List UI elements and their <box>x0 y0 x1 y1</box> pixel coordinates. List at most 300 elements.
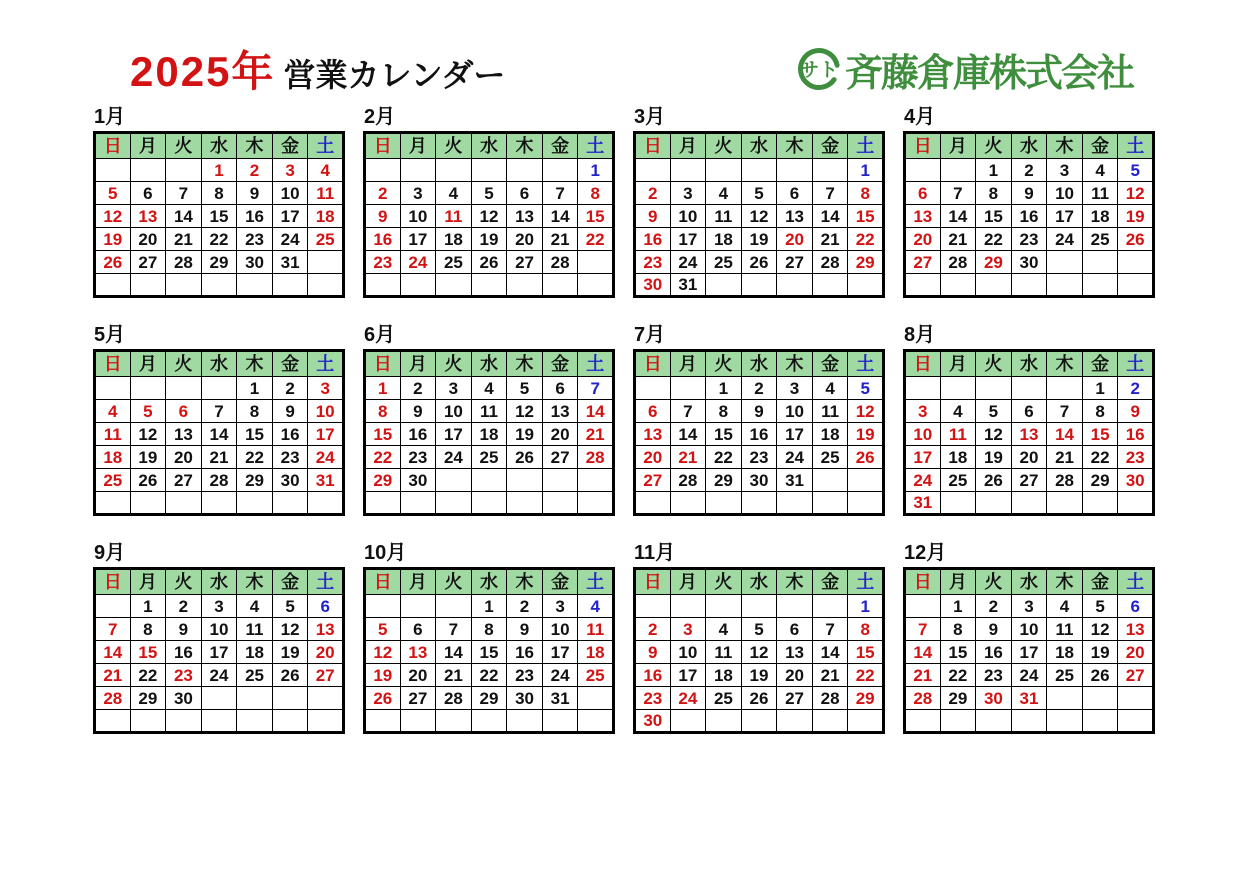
day-cell: 15 <box>578 205 614 228</box>
day-cell: 24 <box>1047 228 1083 251</box>
day-cell: 9 <box>1011 182 1047 205</box>
day-cell <box>976 492 1012 515</box>
day-cell: 26 <box>848 446 884 469</box>
company-logo-icon <box>796 46 842 92</box>
month-label: 7月 <box>634 324 666 346</box>
day-cell: 7 <box>578 377 614 400</box>
day-cell: 3 <box>1011 595 1047 618</box>
weekday-header-cell: 火 <box>706 569 742 595</box>
day-cell <box>940 492 976 515</box>
day-cell: 1 <box>940 595 976 618</box>
day-cell: 3 <box>201 595 237 618</box>
day-cell: 9 <box>976 618 1012 641</box>
day-cell: 1 <box>1082 377 1118 400</box>
day-cell: 15 <box>237 423 273 446</box>
day-cell: 10 <box>1011 618 1047 641</box>
weekday-header-cell: 月 <box>940 569 976 595</box>
day-cell: 29 <box>976 251 1012 274</box>
day-cell <box>1047 710 1083 733</box>
day-cell <box>578 710 614 733</box>
day-cell: 17 <box>905 446 941 469</box>
day-cell: 27 <box>507 251 543 274</box>
day-cell: 18 <box>706 664 742 687</box>
weekday-header-cell: 木 <box>507 569 543 595</box>
day-cell: 3 <box>777 377 813 400</box>
day-cell: 25 <box>237 664 273 687</box>
day-cell: 4 <box>308 159 344 182</box>
week-row <box>95 469 344 492</box>
day-cell <box>1011 710 1047 733</box>
day-cell <box>308 251 344 274</box>
weekday-header-cell: 土 <box>578 351 614 377</box>
day-cell <box>308 492 344 515</box>
day-cell: 26 <box>272 664 308 687</box>
week-row <box>905 205 1154 228</box>
weekday-header-cell: 金 <box>812 133 848 159</box>
day-cell: 26 <box>365 687 401 710</box>
weekday-header-cell: 日 <box>635 569 671 595</box>
day-cell: 2 <box>400 377 436 400</box>
day-cell: 27 <box>905 251 941 274</box>
day-cell <box>812 595 848 618</box>
day-cell: 22 <box>976 228 1012 251</box>
day-cell <box>95 710 131 733</box>
weekday-header-cell: 土 <box>308 351 344 377</box>
week-row <box>365 595 614 618</box>
week-row <box>365 182 614 205</box>
day-cell <box>1047 274 1083 297</box>
day-cell <box>365 159 401 182</box>
day-cell: 11 <box>436 205 472 228</box>
day-cell: 10 <box>777 400 813 423</box>
day-cell: 12 <box>130 423 166 446</box>
week-row <box>905 618 1154 641</box>
month-block <box>903 542 1155 734</box>
month-label: 9月 <box>94 542 126 564</box>
weekday-header-cell: 日 <box>635 351 671 377</box>
day-cell <box>166 710 202 733</box>
day-cell: 2 <box>1118 377 1154 400</box>
day-cell: 12 <box>741 641 777 664</box>
weekday-header-cell: 金 <box>812 351 848 377</box>
day-cell: 28 <box>1047 469 1083 492</box>
month-label: 6月 <box>364 324 396 346</box>
day-cell: 27 <box>635 469 671 492</box>
day-cell: 19 <box>365 664 401 687</box>
day-cell: 22 <box>471 664 507 687</box>
day-cell: 11 <box>706 205 742 228</box>
day-cell: 24 <box>308 446 344 469</box>
day-cell: 2 <box>365 182 401 205</box>
day-cell: 23 <box>272 446 308 469</box>
week-row <box>905 159 1154 182</box>
day-cell <box>848 710 884 733</box>
day-cell: 12 <box>1082 618 1118 641</box>
day-cell <box>166 377 202 400</box>
weekday-header-cell: 日 <box>95 351 131 377</box>
day-cell: 1 <box>848 595 884 618</box>
day-cell: 5 <box>848 377 884 400</box>
weekday-header-cell: 水 <box>1011 133 1047 159</box>
weekday-header-cell: 土 <box>848 133 884 159</box>
day-cell <box>95 159 131 182</box>
day-cell: 16 <box>976 641 1012 664</box>
day-cell: 22 <box>1082 446 1118 469</box>
weekday-header-cell: 金 <box>1082 569 1118 595</box>
day-cell: 19 <box>130 446 166 469</box>
week-row <box>365 641 614 664</box>
day-cell: 30 <box>507 687 543 710</box>
day-cell: 21 <box>670 446 706 469</box>
day-cell <box>436 274 472 297</box>
day-cell: 4 <box>578 595 614 618</box>
day-cell: 26 <box>471 251 507 274</box>
day-cell: 29 <box>130 687 166 710</box>
weekday-header-cell: 火 <box>166 133 202 159</box>
day-cell <box>905 159 941 182</box>
week-row <box>635 687 884 710</box>
company-name: 斉藤倉庫株式会社 <box>844 52 1133 95</box>
day-cell <box>1047 251 1083 274</box>
week-row <box>365 664 614 687</box>
week-row <box>95 492 344 515</box>
day-cell: 25 <box>706 251 742 274</box>
day-cell <box>471 469 507 492</box>
day-cell: 18 <box>436 228 472 251</box>
day-cell: 21 <box>812 228 848 251</box>
day-cell: 30 <box>272 469 308 492</box>
day-cell: 5 <box>95 182 131 205</box>
day-cell: 20 <box>542 423 578 446</box>
week-row <box>365 687 614 710</box>
day-cell: 11 <box>237 618 273 641</box>
day-cell: 1 <box>706 377 742 400</box>
day-cell <box>95 377 131 400</box>
day-cell <box>1047 687 1083 710</box>
month-block <box>363 324 615 516</box>
day-cell: 15 <box>1082 423 1118 446</box>
day-cell: 3 <box>400 182 436 205</box>
day-cell: 10 <box>542 618 578 641</box>
day-cell: 29 <box>706 469 742 492</box>
day-cell: 27 <box>400 687 436 710</box>
day-cell: 14 <box>940 205 976 228</box>
weekday-header-cell: 木 <box>777 351 813 377</box>
day-cell <box>308 274 344 297</box>
day-cell <box>542 274 578 297</box>
day-cell <box>812 469 848 492</box>
month-label: 11月 <box>634 542 676 564</box>
weekday-header-cell: 木 <box>237 351 273 377</box>
month-table <box>93 567 345 734</box>
week-row <box>95 423 344 446</box>
month-table <box>633 131 885 298</box>
day-cell <box>507 159 543 182</box>
weekday-header-cell: 火 <box>436 133 472 159</box>
day-cell: 1 <box>365 377 401 400</box>
day-cell: 18 <box>940 446 976 469</box>
day-cell: 4 <box>940 400 976 423</box>
day-cell <box>578 274 614 297</box>
day-cell: 5 <box>272 595 308 618</box>
day-cell: 2 <box>272 377 308 400</box>
day-cell: 30 <box>635 274 671 297</box>
day-cell: 25 <box>1047 664 1083 687</box>
day-cell <box>365 710 401 733</box>
week-row <box>365 423 614 446</box>
week-row <box>635 595 884 618</box>
week-row <box>95 251 344 274</box>
day-cell <box>777 159 813 182</box>
day-cell <box>436 595 472 618</box>
day-cell: 29 <box>471 687 507 710</box>
day-cell: 10 <box>400 205 436 228</box>
day-cell: 23 <box>507 664 543 687</box>
week-row <box>905 251 1154 274</box>
weekday-header-cell: 水 <box>471 133 507 159</box>
day-cell: 15 <box>471 641 507 664</box>
day-cell <box>777 710 813 733</box>
day-cell: 22 <box>848 228 884 251</box>
day-cell: 3 <box>1047 159 1083 182</box>
day-cell: 16 <box>635 664 671 687</box>
day-cell: 13 <box>1118 618 1154 641</box>
day-cell: 9 <box>1118 400 1154 423</box>
weekday-header-cell: 月 <box>130 569 166 595</box>
month-block <box>903 324 1155 516</box>
day-cell: 8 <box>706 400 742 423</box>
day-cell: 6 <box>1011 400 1047 423</box>
day-cell: 14 <box>436 641 472 664</box>
day-cell: 28 <box>95 687 131 710</box>
day-cell: 10 <box>308 400 344 423</box>
month-label: 2月 <box>364 106 396 128</box>
month-table <box>633 567 885 734</box>
day-cell: 21 <box>166 228 202 251</box>
day-cell: 21 <box>905 664 941 687</box>
week-row <box>635 182 884 205</box>
day-cell: 23 <box>1118 446 1154 469</box>
weekday-header-cell: 火 <box>706 133 742 159</box>
day-cell: 11 <box>1047 618 1083 641</box>
day-cell: 31 <box>272 251 308 274</box>
day-cell: 21 <box>812 664 848 687</box>
day-cell <box>201 687 237 710</box>
week-row <box>365 400 614 423</box>
day-cell: 29 <box>1082 469 1118 492</box>
day-cell: 10 <box>670 205 706 228</box>
weekday-header-cell: 金 <box>812 569 848 595</box>
day-cell: 4 <box>706 618 742 641</box>
day-cell: 14 <box>95 641 131 664</box>
day-cell: 7 <box>905 618 941 641</box>
day-cell: 13 <box>166 423 202 446</box>
day-cell <box>542 159 578 182</box>
day-cell <box>471 159 507 182</box>
day-cell <box>1082 274 1118 297</box>
week-row <box>365 618 614 641</box>
week-row <box>95 205 344 228</box>
day-cell <box>542 710 578 733</box>
day-cell <box>272 687 308 710</box>
week-row <box>905 400 1154 423</box>
weekday-header-cell: 火 <box>976 133 1012 159</box>
day-cell <box>706 710 742 733</box>
day-cell <box>436 469 472 492</box>
week-row <box>365 492 614 515</box>
day-cell: 28 <box>578 446 614 469</box>
day-cell: 21 <box>542 228 578 251</box>
day-cell <box>1047 492 1083 515</box>
month-block <box>93 542 345 734</box>
day-cell: 15 <box>976 205 1012 228</box>
week-row <box>95 595 344 618</box>
day-cell: 6 <box>905 182 941 205</box>
day-cell <box>741 710 777 733</box>
day-cell: 5 <box>741 618 777 641</box>
day-cell: 7 <box>436 618 472 641</box>
day-cell <box>706 159 742 182</box>
weekday-header-cell: 土 <box>308 569 344 595</box>
week-row <box>365 274 614 297</box>
day-cell: 15 <box>848 205 884 228</box>
day-cell: 31 <box>777 469 813 492</box>
week-row <box>365 228 614 251</box>
day-cell: 6 <box>777 182 813 205</box>
day-cell: 19 <box>848 423 884 446</box>
month-label: 4月 <box>904 106 936 128</box>
day-cell: 27 <box>1118 664 1154 687</box>
day-cell: 30 <box>741 469 777 492</box>
week-row <box>365 159 614 182</box>
day-cell <box>777 492 813 515</box>
day-cell: 19 <box>1118 205 1154 228</box>
day-cell: 16 <box>166 641 202 664</box>
day-cell: 7 <box>542 182 578 205</box>
day-cell: 3 <box>905 400 941 423</box>
day-cell: 19 <box>976 446 1012 469</box>
weekday-header-cell: 金 <box>1082 351 1118 377</box>
day-cell: 22 <box>848 664 884 687</box>
day-cell: 12 <box>848 400 884 423</box>
weekday-header-cell: 水 <box>201 133 237 159</box>
weekday-header-cell: 日 <box>905 133 941 159</box>
day-cell: 29 <box>365 469 401 492</box>
day-cell <box>777 595 813 618</box>
weekday-header-cell: 火 <box>976 569 1012 595</box>
day-cell <box>578 469 614 492</box>
day-cell <box>848 274 884 297</box>
day-cell <box>436 710 472 733</box>
weekday-header-cell: 月 <box>130 351 166 377</box>
day-cell <box>741 274 777 297</box>
day-cell: 30 <box>237 251 273 274</box>
weekday-header-cell: 金 <box>272 569 308 595</box>
day-cell: 15 <box>848 641 884 664</box>
day-cell: 10 <box>201 618 237 641</box>
day-cell: 11 <box>706 641 742 664</box>
weekday-header-cell: 月 <box>130 133 166 159</box>
day-cell <box>272 710 308 733</box>
day-cell <box>400 274 436 297</box>
day-cell: 26 <box>1118 228 1154 251</box>
day-cell <box>635 492 671 515</box>
day-cell: 6 <box>777 618 813 641</box>
day-cell: 26 <box>130 469 166 492</box>
week-row <box>635 377 884 400</box>
day-cell: 13 <box>905 205 941 228</box>
day-cell <box>1118 710 1154 733</box>
day-cell: 2 <box>635 182 671 205</box>
day-cell: 22 <box>940 664 976 687</box>
day-cell: 6 <box>1118 595 1154 618</box>
weekday-header-cell: 金 <box>272 351 308 377</box>
day-cell: 9 <box>741 400 777 423</box>
day-cell: 20 <box>635 446 671 469</box>
day-cell: 8 <box>237 400 273 423</box>
day-cell: 20 <box>130 228 166 251</box>
day-cell: 1 <box>471 595 507 618</box>
day-cell: 18 <box>1047 641 1083 664</box>
day-cell: 22 <box>201 228 237 251</box>
day-cell <box>578 492 614 515</box>
day-cell: 4 <box>1047 595 1083 618</box>
weekday-header-cell: 水 <box>741 133 777 159</box>
day-cell <box>706 274 742 297</box>
day-cell <box>201 274 237 297</box>
day-cell <box>635 159 671 182</box>
weekday-header-cell: 木 <box>1047 569 1083 595</box>
day-cell <box>471 710 507 733</box>
day-cell: 8 <box>1082 400 1118 423</box>
weekday-header-cell: 木 <box>1047 351 1083 377</box>
day-cell <box>436 492 472 515</box>
day-cell: 30 <box>166 687 202 710</box>
day-cell: 19 <box>272 641 308 664</box>
day-cell <box>507 274 543 297</box>
day-cell: 28 <box>436 687 472 710</box>
day-cell <box>130 492 166 515</box>
day-cell: 26 <box>1082 664 1118 687</box>
day-cell: 5 <box>471 182 507 205</box>
day-cell: 22 <box>237 446 273 469</box>
day-cell: 28 <box>905 687 941 710</box>
day-cell <box>1047 377 1083 400</box>
day-cell <box>542 469 578 492</box>
week-row <box>95 228 344 251</box>
day-cell: 25 <box>308 228 344 251</box>
day-cell: 25 <box>812 446 848 469</box>
day-cell: 6 <box>635 400 671 423</box>
day-cell: 18 <box>812 423 848 446</box>
month-table <box>363 131 615 298</box>
day-cell <box>812 159 848 182</box>
day-cell: 13 <box>542 400 578 423</box>
week-row <box>365 710 614 733</box>
week-row <box>905 492 1154 515</box>
week-row <box>635 641 884 664</box>
day-cell: 8 <box>976 182 1012 205</box>
week-row <box>95 641 344 664</box>
weekday-header-cell: 金 <box>272 133 308 159</box>
weekday-header-cell: 火 <box>706 351 742 377</box>
day-cell: 11 <box>812 400 848 423</box>
week-row <box>365 377 614 400</box>
month-label: 1月 <box>94 106 126 128</box>
day-cell: 10 <box>436 400 472 423</box>
weekday-header-cell: 土 <box>1118 133 1154 159</box>
weekday-header-cell: 土 <box>848 351 884 377</box>
